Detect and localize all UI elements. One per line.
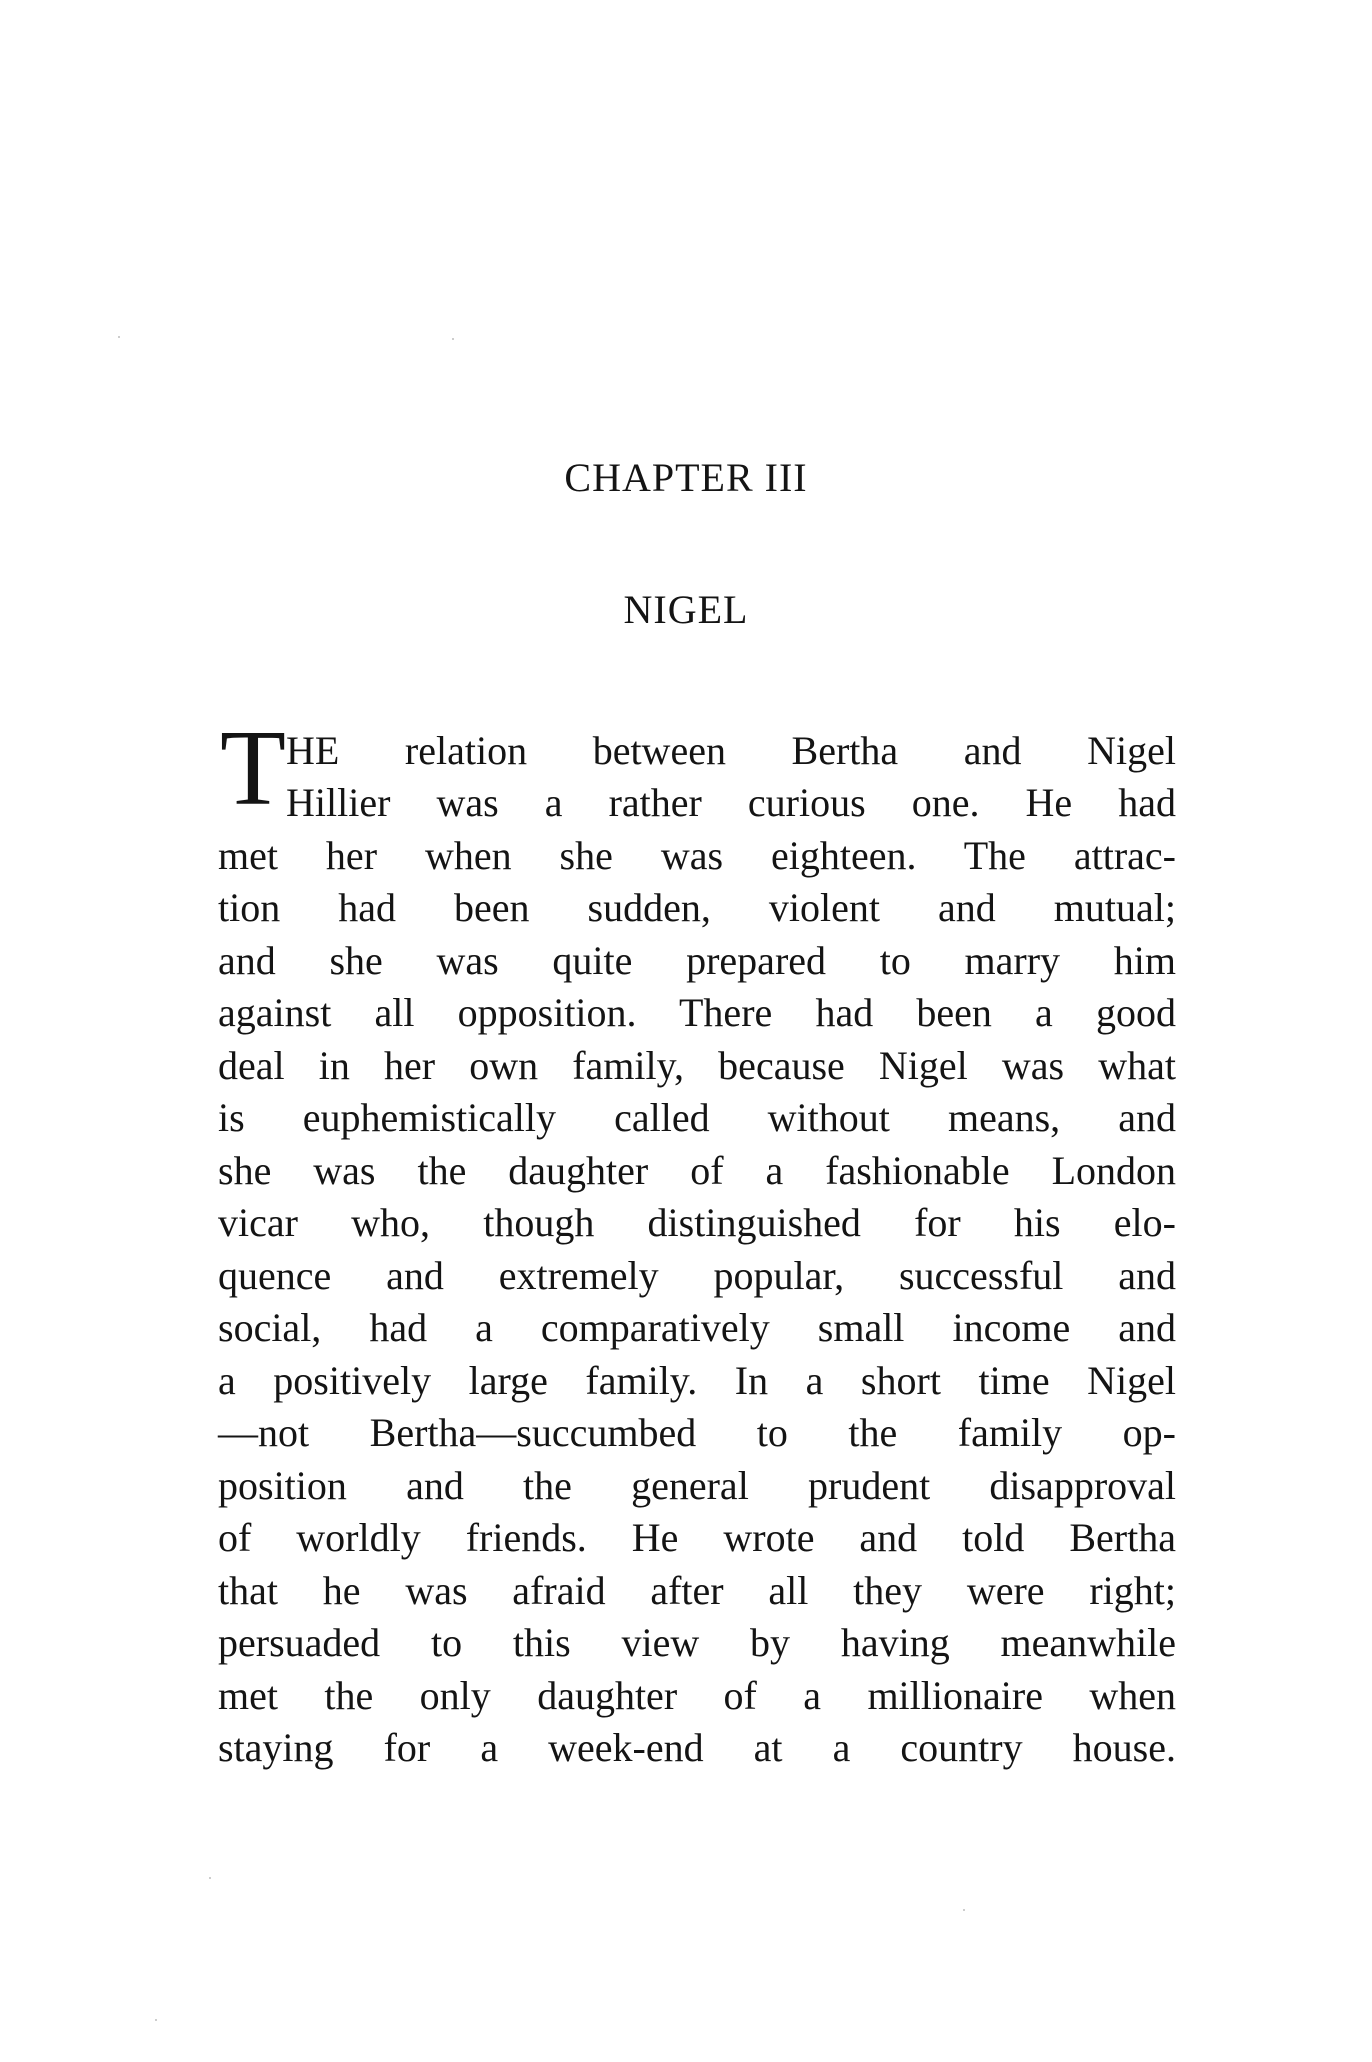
text-line: that he was afraid after all they were right; [218,1568,1176,1613]
text-line: persuaded to this view by having meanwhile [218,1620,1176,1665]
paper-speck [155,2019,157,2021]
text-line: against all opposition. There had been a good [218,990,1176,1035]
text-line: and she was quite prepared to marry him [218,938,1176,983]
text-line: met her when she was eighteen. The attrac- [218,833,1176,878]
text-line: she was the daughter of a fashionable London [218,1148,1176,1193]
text-line: a positively large family. In a short time Nigel [218,1358,1176,1403]
text-line: is euphemistically called without means, and [218,1095,1176,1140]
paper-speck [209,1877,211,1879]
text-line: of worldly friends. He wrote and told Bertha [218,1515,1176,1560]
paper-speck [963,1909,965,1911]
paper-speck [452,338,454,340]
text-line: position and the general prudent disapproval [218,1463,1176,1508]
chapter-number: CHAPTER III [564,455,808,500]
text-line: social, had a comparatively small income and [218,1305,1176,1350]
text-line: —not Bertha—succumbed to the family op- [218,1410,1176,1455]
text-line: vicar who, though distinguished for his elo- [218,1200,1176,1245]
text-line: tion had been sudden, violent and mutual; [218,885,1176,930]
text-line: staying for a week-end at a country house. [218,1725,1176,1770]
text-line: deal in her own family, because Nigel was what [218,1043,1176,1088]
text-line: met the only daughter of a millionaire when [218,1673,1176,1718]
paper-speck [118,336,120,338]
text-line: Hillier was a rather curious one. He had [286,780,1176,825]
drop-cap: T [220,709,286,828]
text-line: quence and extremely popular, successful and [218,1253,1176,1298]
text-line: HE relation between Bertha and Nigel [286,728,1176,773]
chapter-title: NIGEL [623,587,749,632]
